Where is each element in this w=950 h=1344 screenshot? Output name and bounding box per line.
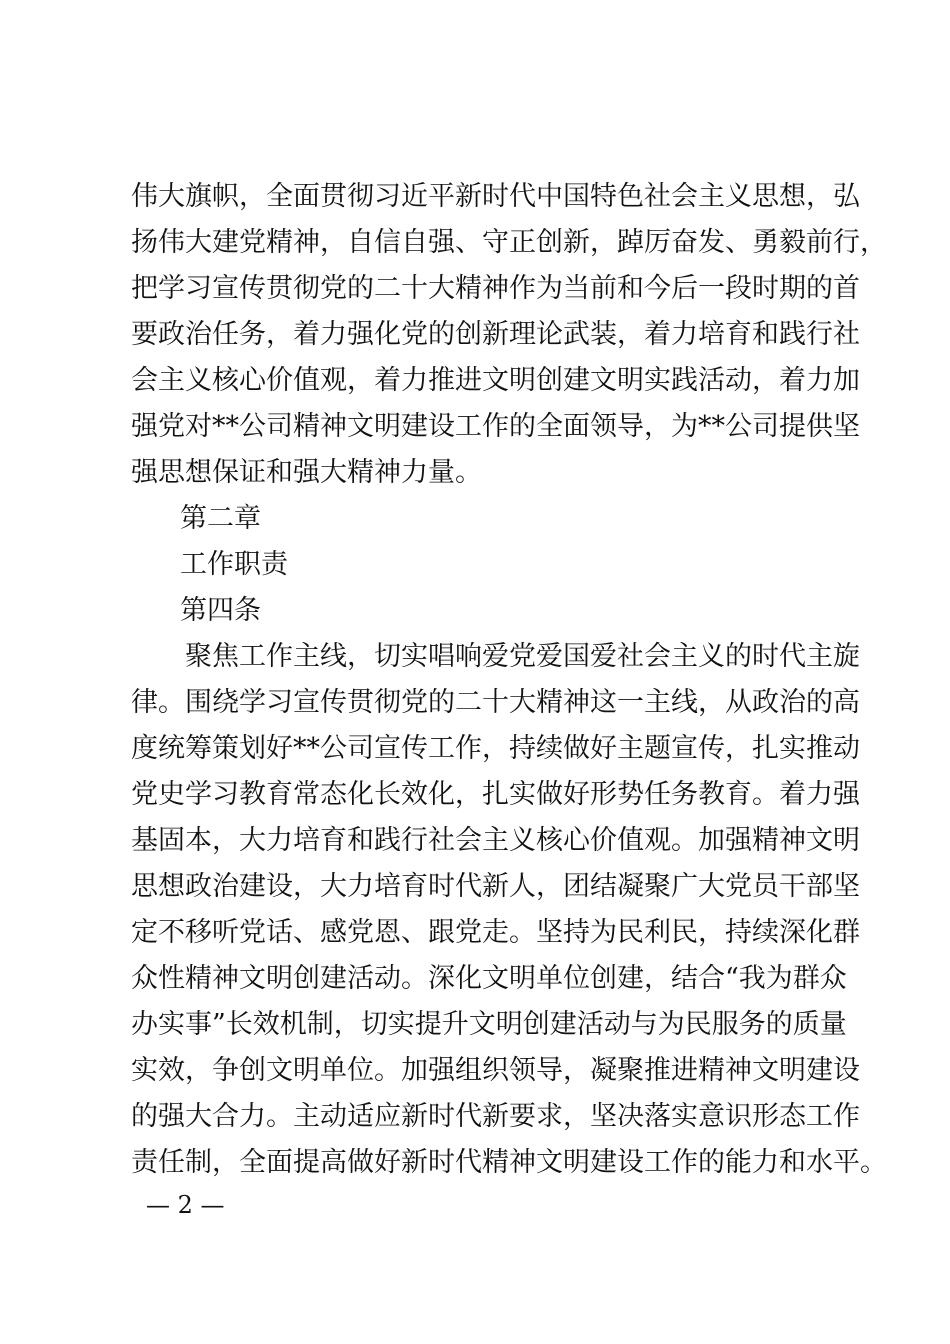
paragraph-2-line-12: 责任制，全面提高做好新时代精神文明建设工作的能力和水平。 (131, 1147, 887, 1178)
paragraph-1-line-7: 强思想保证和强大精神力量。 (131, 457, 482, 488)
paragraph-1-line-4: 要政治任务，着力强化党的创新理论武装，着力培育和践行社 (131, 319, 860, 350)
paragraph-1-line-5: 会主义核心价值观，着力推进文明创建文明实践活动，着力加 (131, 365, 860, 396)
paragraph-2-line-8: 众性精神文明创建活动。深化文明单位创建，结合“我为群众 (131, 963, 847, 994)
paragraph-2-line-10: 实效，争创文明单位。加强组织领导，凝聚推进精神文明建设 (131, 1055, 860, 1086)
page-number: — 2 — (146, 1191, 225, 1219)
paragraph-1-line-2: 扬伟大建党精神，自信自强、守正创新，踔厉奋发、勇毅前行， (131, 227, 887, 258)
paragraph-2-line-1: 聚焦工作主线，切实唱响爱党爱国爱社会主义的时代主旋 (131, 641, 860, 672)
paragraph-2-line-4: 党史学习教育常态化长效化，扎实做好形势任务教育。着力强 (131, 779, 860, 810)
paragraph-1-line-1: 伟大旗帜，全面贯彻习近平新时代中国特色社会主义思想，弘 (131, 181, 860, 212)
paragraph-2-line-7: 定不移听党话、感党恩、跟党走。坚持为民利民，持续深化群 (131, 917, 860, 948)
paragraph-2-line-5: 基固本，大力培育和践行社会主义核心价值观。加强精神文明 (131, 825, 860, 856)
paragraph-2-line-11: 的强大合力。主动适应新时代新要求，坚决落实意识形态工作 (131, 1101, 860, 1132)
paragraph-1-line-6: 强党对**公司精神文明建设工作的全面领导，为**公司提供坚 (131, 411, 860, 442)
paragraph-2-line-2: 律。围绕学习宣传贯彻党的二十大精神这一主线，从政治的高 (131, 687, 860, 718)
paragraph-1-line-3: 把学习宣传贯彻党的二十大精神作为当前和今后一段时期的首 (131, 273, 860, 304)
paragraph-2-line-6: 思想政治建设，大力培育时代新人，团结凝聚广大党员干部坚 (131, 871, 860, 902)
paragraph-2-line-3: 度统筹策划好**公司宣传工作，持续做好主题宣传，扎实推动 (131, 733, 860, 764)
chapter-title: 工作职责 (180, 549, 288, 580)
paragraph-2-line-9: 办实事”长效机制，切实提升文明创建活动与为民服务的质量 (131, 1009, 847, 1040)
article-heading: 第四条 (180, 595, 261, 626)
chapter-heading: 第二章 (180, 503, 261, 534)
